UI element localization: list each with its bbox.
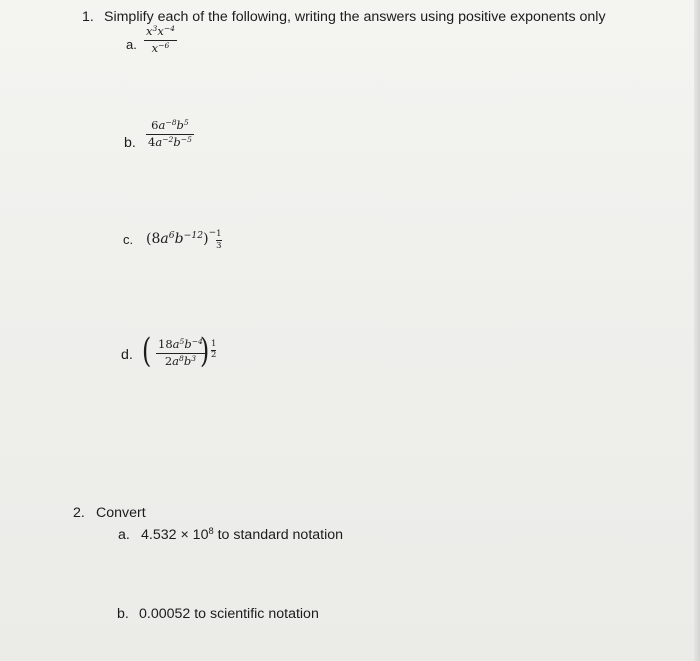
item-1c-b-exp: −12: [183, 230, 204, 242]
item-1d-num-b: b: [184, 337, 192, 351]
item-2a-value: 4.532 × 10: [141, 527, 209, 543]
item-2a-text: [141, 525, 344, 543]
item-1b-den-a: a: [155, 134, 163, 149]
item-1d-outer-num: 1: [211, 339, 217, 349]
item-1d-fraction: [156, 336, 205, 368]
item-1d-numerator: [156, 336, 205, 353]
item-1c-open-paren: (: [146, 231, 152, 248]
item-2a-label: a.: [118, 527, 130, 543]
item-1a-num-exp2: −4: [163, 23, 175, 33]
item-1b-num-b: b: [176, 118, 184, 132]
item-1b-num-a: a: [158, 118, 166, 132]
item-1a-den-base: x: [151, 40, 159, 55]
item-1a-denominator: [150, 41, 172, 55]
item-2a-exponent: 8: [208, 525, 214, 536]
item-1c-a: a: [160, 231, 169, 248]
item-2b-label: b.: [117, 606, 129, 622]
item-1c-coef: 8: [151, 231, 161, 248]
item-1b-den-b: b: [173, 134, 181, 149]
item-1c-label: c.: [123, 232, 134, 247]
item-1a-den-exp: −6: [158, 40, 170, 50]
item-1a-numerator: [144, 23, 177, 40]
item-1b-den-coef: 4: [148, 134, 156, 149]
item-1d-denominator: [163, 354, 198, 368]
item-1b-denominator: [146, 135, 194, 149]
item-1b-fraction: [146, 117, 194, 149]
item-1c-b: b: [174, 231, 184, 248]
item-1d-num-b-exp: −4: [191, 336, 203, 346]
item-1b-numerator: [149, 117, 191, 134]
item-1c-expression: [146, 228, 222, 250]
item-1d-close-paren: ): [199, 331, 210, 371]
item-2a-suffix: to standard notation: [213, 527, 344, 543]
item-1b-num-coef: 6: [151, 118, 159, 132]
item-1d-num-a-exp: 5: [179, 336, 185, 346]
item-1a-num-base2: x: [157, 24, 164, 38]
item-1d-den-a: a: [172, 353, 180, 368]
item-1d-label: d.: [121, 347, 133, 363]
item-1b-den-a-exp: −2: [162, 134, 174, 144]
item-1c-outer-sign: −: [208, 228, 217, 238]
item-1a-fraction: [144, 23, 177, 55]
question-2-number: 2.: [73, 505, 85, 521]
item-1d-den-coef: 2: [164, 353, 173, 368]
item-1c-outer-exponent: [216, 230, 221, 250]
item-1a-num-base1: x: [146, 24, 153, 38]
item-1b-label: b.: [124, 135, 136, 151]
item-2b-text: 0.00052 to scientific notation: [139, 606, 319, 622]
item-1d-num-coef: 18: [158, 337, 173, 351]
item-1b-num-b-exp: 5: [183, 117, 189, 127]
item-1a-label: a.: [126, 37, 137, 52]
paper-edge-shadow: [694, 0, 700, 661]
question-2-title: Convert: [96, 505, 146, 521]
item-1d-open-paren: (: [141, 331, 152, 371]
question-1-prompt: Simplify each of the following, writing the answers using positive exponents only: [104, 9, 606, 25]
question-1-number: 1.: [82, 9, 94, 25]
item-1b-den-b-exp: −5: [180, 134, 192, 144]
item-1c-outer-den: 3: [216, 240, 222, 251]
item-1d-den-b: b: [183, 353, 192, 368]
item-1d-outer-exponent: [211, 331, 216, 360]
item-1a-num-exp1: 3: [152, 23, 158, 33]
item-1c-outer-num: 1: [216, 229, 222, 240]
item-1d-den-b-exp: 3: [191, 353, 197, 363]
item-1c-a-exp: 6: [168, 230, 175, 242]
item-1d-num-a: a: [172, 337, 180, 351]
item-1d-outer-fraction: [211, 340, 216, 360]
item-1c-close-paren: ): [203, 231, 209, 248]
item-1b-num-a-exp: −8: [165, 117, 177, 127]
item-1d-den-a-exp: 8: [179, 353, 184, 363]
item-1d-outer-den: 2: [211, 350, 217, 361]
